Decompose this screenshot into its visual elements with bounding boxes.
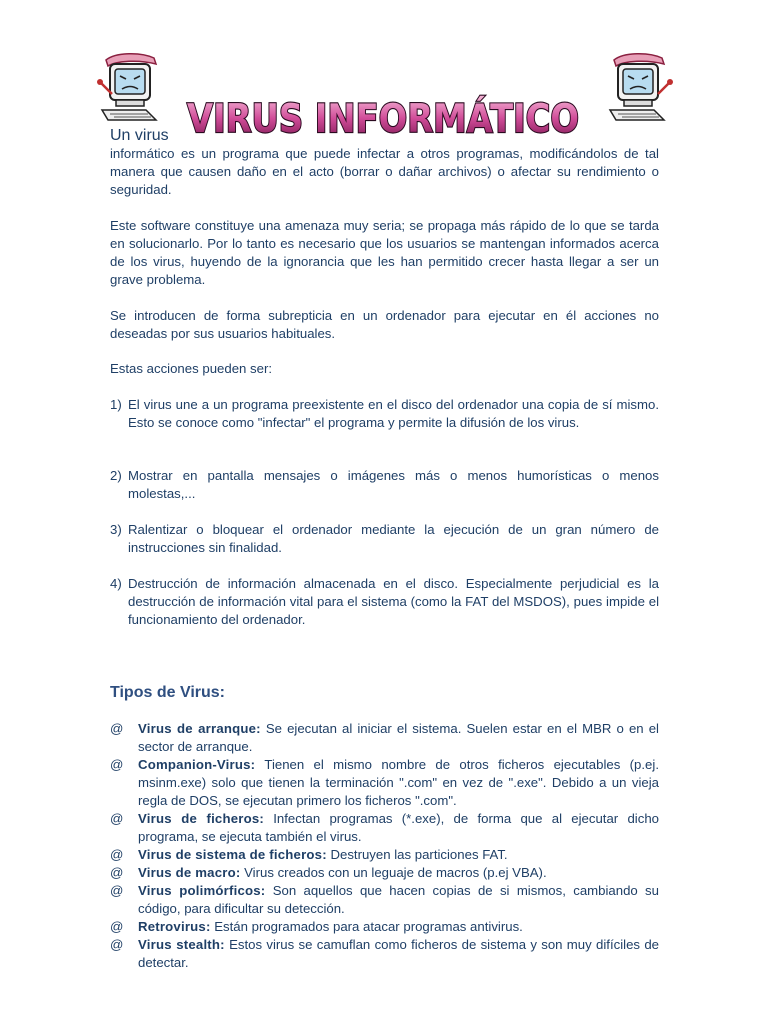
intro-first-words: Un virus <box>110 127 169 144</box>
action-item-4: 4) Destrucción de información almacenada en el disco. Especialmente perjudicial es la destrucción de información vital para el sistema (como la FAT del MSDOS), pues impide el funcionamiento del ordenador. <box>110 576 659 627</box>
action-item-1: 1) El virus une a un programa preexistente en el disco del ordenador una copia de sí mismo. Esto se conoce como "infectar" el programa y permite la difusión de los virus. <box>110 397 659 430</box>
list-item: @ Virus stealth: Estos virus se camuflan como ficheros de sistema y son muy difíciles de detectar. <box>110 937 659 970</box>
title-wordart-text: VIRUS INFORMÁTICO <box>187 97 641 142</box>
list-item: @ Retrovirus: Están programados para atacar programas antivirus. <box>110 919 523 934</box>
list-item: @ Virus de ficheros: Infectan programas (*.exe), de forma que al ejecutar dicho programa, se ejecuta también el virus. <box>110 811 659 844</box>
list-item: @ Virus de arranque: Se ejecutan al iniciar el sistema. Suelen estar en el MBR o en el sector de arranque. <box>110 721 659 754</box>
virus-types-list <box>110 720 659 972</box>
intro-paragraph <box>110 127 659 199</box>
types-heading: Tipos de Virus: <box>110 684 225 701</box>
list-item: @ Companion-Virus: Tienen el mismo nombre de otros ficheros ejecutables (p.ej. msinm.exe) solo que tienen la terminación ".com" en vez de ".exe". Debido a un vieja regla de DOS, se ejecutan primero los ficheros ".com". <box>110 757 659 808</box>
paragraph-actions-lead: Estas acciones pueden ser: <box>110 361 273 376</box>
action-item-2: 2) Mostrar en pantalla mensajes o imágenes más o menos humorísticas o menos molestas,... <box>110 468 659 501</box>
action-item-3: 3) Ralentizar o bloquear el ordenador mediante la ejecución de un gran número de instrucciones sin finalidad. <box>110 522 659 555</box>
list-item: @ Virus de sistema de ficheros: Destruyen las particiones FAT. <box>110 847 508 862</box>
paragraph-intro-actions: Se introducen de forma subrepticia en un ordenador para ejecutar en él acciones no deseadas por sus usuarios habituales. <box>110 308 659 341</box>
sick-computer-clipart-left <box>96 52 166 124</box>
list-item: @ Virus de macro: Virus creados con un leguaje de macros (p.ej VBA). <box>110 865 547 880</box>
intro-text: informático es un programa que puede infectar a otros programas, modificándolos de tal manera que causen daño en el acto (borrar o dañar archivos) o afectar su rendimiento o seguridad. <box>110 146 659 197</box>
sick-computer-clipart-right <box>604 52 674 124</box>
paragraph-threat: Este software constituye una amenaza muy seria; se propaga más rápido de lo que se tarda en solucionarlo. Por lo tanto es necesario que los usuarios se mantengan informados acerca de los virus, huyendo de la ignorancia que les han permitido crecer hasta llegar a ser un grave problema. <box>110 218 659 287</box>
list-item: @ Virus polimórficos: Son aquellos que hacen copias de si mismos, cambiando su código, para dificultar su detección. <box>110 883 659 916</box>
